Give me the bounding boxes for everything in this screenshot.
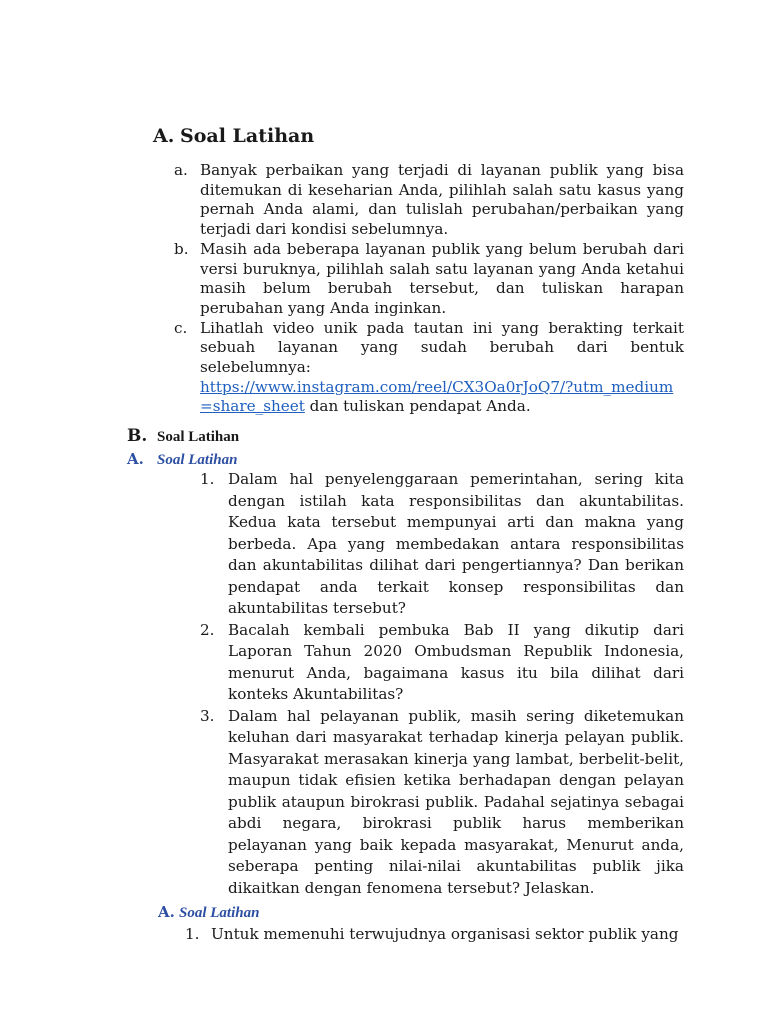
section-a-heading (153, 124, 314, 148)
subsection-1-list (200, 469, 684, 899)
list-item-text: Lihatlah video unik pada tautan ini yang berakting terkait sebuah layanan yang sudah berubah dari bentuk selebelumnya: (200, 318, 684, 377)
subsection-2-heading (158, 902, 259, 922)
list-item (200, 620, 684, 706)
section-b-title: Soal Latihan (157, 429, 240, 445)
subsection-2-title: Soal Latihan (179, 905, 260, 921)
section-a-marker: A. (153, 125, 175, 147)
list-item-text: Banyak perbaikan yang terjadi di layanan publik yang bisa ditemukan di keseharian Anda, pilihlah salah satu kasus yang pernah Anda alami, dan tulislah perubahan/perbaikan yang terjadi dari kondisi sebelumnya. (200, 161, 684, 239)
section-a-title: Soal Latihan (180, 125, 315, 147)
section-a-list (174, 161, 684, 417)
subsection-1-marker: A. (127, 450, 144, 468)
section-b-marker: B. (127, 426, 148, 446)
section-b-heading (127, 423, 239, 447)
subsection-1-heading (127, 449, 237, 469)
list-item-text: Masih ada beberapa layanan publik yang belum berubah dari versi buruknya, pilihlah salah satu layanan yang Anda ketahui masih belum berubah tersebut, dan tuliskan harapan perubahan yang Anda inginkan. (200, 239, 684, 317)
list-item-text: Dalam hal penyelenggaraan pemerintahan, sering kita dengan istilah kata responsibilitas dan akuntabilitas. Kedua kata tersebut mempunyai arti dan makna yang berbeda. Apa yang membedakan antara responsibilitas dan akuntabilitas dilihat dari pengertiannya? Dan berikan pendapat anda terkait konsep responsibilitas dan akuntabilitas tersebut? (228, 470, 684, 617)
subsection-1-title: Soal Latihan (157, 452, 238, 468)
list-item-text-after: dan tuliskan pendapat Anda. (304, 397, 531, 416)
list-item-marker: 3. (200, 706, 215, 725)
list-item-marker: 1. (185, 925, 200, 943)
list-item (174, 319, 684, 418)
list-item-text: Untuk memenuhi terwujudnya organisasi sektor publik yang (211, 925, 679, 943)
list-item (174, 161, 684, 240)
list-item-marker: 2. (200, 620, 215, 639)
list-item-marker: 1. (200, 470, 215, 488)
subsection-2-list (185, 924, 684, 946)
list-item-marker: a. (174, 161, 188, 179)
list-item-marker: b. (174, 239, 189, 258)
list-item (174, 240, 684, 319)
list-item-marker: c. (174, 318, 188, 337)
instagram-link[interactable]: https://www.instagram.com/reel/CX3Oa0rJoQ7/?utm_medium=share_sheet (200, 377, 674, 416)
list-item-text: Bacalah kembali pembuka Bab II yang dikutip dari Laporan Tahun 2020 Ombudsman Republik Indonesia, menurut Anda, bagaimana kasus itu bila dilihat dari konteks Akuntabilitas? (228, 620, 684, 703)
subsection-2-marker: A. (158, 903, 175, 921)
list-item (200, 469, 684, 620)
list-item-text: Dalam hal pelayanan publik, masih sering diketemukan keluhan dari masyarakat terhadap kinerja pelayan publik. Masyarakat merasakan kinerja yang lambat, berbelit-belit, maupun tidak efisien ketika berhadapan dengan pelayan publik ataupun birokrasi publik. Padahal sejatinya sebagai abdi negara, birokrasi publik harus memberikan pelayanan yang baik kepada masyarakat, Menurut anda, seberapa penting nilai-nilai akuntabilitas publik jika dikaitkan dengan fenomena tersebut? Jelaskan. (228, 706, 684, 897)
list-item (185, 924, 684, 946)
list-item (200, 706, 684, 900)
